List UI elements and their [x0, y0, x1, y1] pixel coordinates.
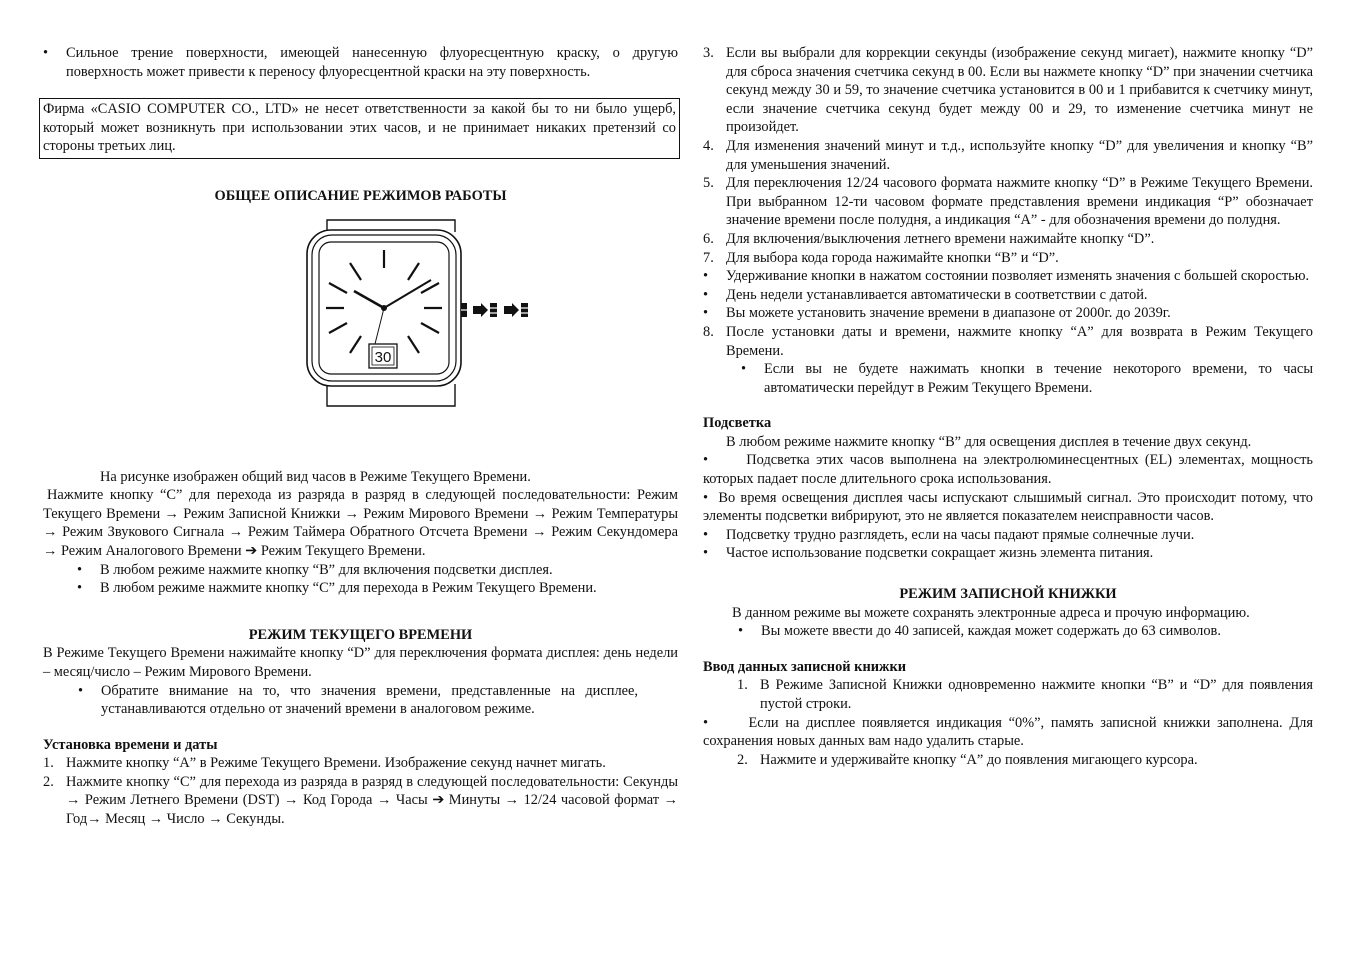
step-item: 7. Для выбора кода города нажимайте кнопки “B” и “D”. — [703, 249, 1059, 266]
step-item: 4. Для изменения значений минут и т.д., используйте кнопку “D” для увеличения и кнопку “B” для уменьшения значений. — [703, 137, 1313, 173]
subsection-title-set-time: Установка времени и даты — [43, 736, 218, 753]
backlight-bullet: • Подсветка этих часов выполнена на электролюминесцентных (EL) элементах, мощность которых падает после длительного срока использования. — [703, 452, 1313, 488]
section-title-modes: ОБЩЕЕ ОПИСАНИЕ РЕЖИМОВ РАБОТЫ — [214, 187, 507, 204]
step-item: 5. Для переключения 12/24 часового формата нажмите кнопку “D” в Режиме Текущего Времени. При выбранном 12-ти часовом формате представления времени индикация “P” обозначает значение времени после полудня, а индикация “A” - для обозначения времени до полудня. — [703, 175, 1313, 229]
settings-bullet: • Удерживание кнопки в нажатом состоянии позволяет изменять значения с большей скоростью. — [703, 267, 1313, 286]
section-title-current-time: РЕЖИМ ТЕКУЩЕГО ВРЕМЕНИ — [248, 626, 473, 643]
step-item: 8. После установки даты и времени, нажмите кнопку “A” для возврата в Режим Текущего Времени. — [703, 323, 1313, 359]
step-item: 1. Нажмите кнопку “A” в Режиме Текущего Времени. Изображение секунд начнет мигать. — [43, 755, 606, 772]
bullet-fluorescent: • Сильное трение поверхности, имеющей нанесенную флуоресцентную краску, о другую поверхность может привести к переносу флуоресцентной краски на эту поверхность. — [43, 44, 678, 81]
step-item: 6. Для включения/выключения летнего времени нажимайте кнопку “D”. — [703, 230, 1155, 247]
mode-bullet: • В любом режиме нажмите кнопку “C” для перехода в Режим Текущего Времени. — [77, 579, 678, 598]
backlight-bullet: • Частое использование подсветки сокращает жизнь элемента питания. — [703, 544, 1313, 563]
notebook-bullet: • Вы можете ввести до 40 записей, каждая может содержать до 63 символов. — [738, 622, 1313, 641]
memory-full-bullet: • Если на дисплее появляется индикация “0%”, память записной книжки заполнена. Для сохранения новых данных вам надо удалить старые. — [703, 714, 1313, 750]
step-item: 2. Нажмите и удерживайте кнопку “A” до появления мигающего курсора. — [737, 751, 1198, 768]
backlight-bullet: • Во время освещения дисплея часы испускают слышимый сигнал. Это происходит потому, что элементы подсветки вибрируют, это не является показателем неисправности часов. — [703, 489, 1313, 525]
date-window-text: 30 — [374, 348, 392, 366]
section-title-notebook: РЕЖИМ ЗАПИСНОЙ КНИЖКИ — [899, 586, 1117, 603]
subsection-title-backlight: Подсветка — [703, 415, 772, 432]
left-column — [43, 44, 678, 829]
settings-bullet: • Вы можете установить значение времени в диапазоне от 2000г. до 2039г. — [703, 304, 1313, 323]
current-time-text: В Режиме Текущего Времени нажимайте кнопку “D” для переключения формата дисплея: день недели – месяц/число – Режим Мирового Времени. — [43, 645, 678, 680]
mode-bullet: • В любом режиме нажмите кнопку “B” для включения подсветки дисплея. — [77, 561, 678, 580]
subsection-title-entry: Ввод данных записной книжки — [703, 658, 907, 675]
watch-illustration — [305, 218, 545, 408]
backlight-bullet: • Подсветку трудно разглядеть, если на часы падают прямые солнечные лучи. — [703, 526, 1313, 545]
step-item: 2. Нажмите кнопку “C” для перехода из разряда в разряд в следующей последовательности: Секунды → Режим Летнего Времени (DST) → Код Города → Часы ➔ Минуты → 12/24 часовой формат → Год→ Месяц → Число → Секунды. — [43, 773, 678, 828]
step-item: 1. В Режиме Записной Книжки одновременно нажмите кнопки “B” и “D” для появления пустой строки. — [737, 677, 1313, 712]
backlight-text: В любом режиме нажмите кнопку “B” для освещения дисплея в течение двух секунд. — [726, 433, 1252, 450]
disclaimer-box: Фирма «CASIO COMPUTER CO., LTD» не несет ответственности за какой бы то ни было ущерб, который может возникнуть при использовании этих часов, и не принимает никаких претензий со стороны третьих лиц. — [39, 98, 680, 159]
current-time-bullet: • Обратите внимание на то, что значения времени, представленные на дисплее, устанавливаются отдельно от значений времени в аналоговом режиме. — [78, 682, 638, 719]
step-item: 3. Если вы выбрали для коррекции секунды (изображение секунд мигает), нажмите кнопку “D” для сброса значения счетчика секунд в 00. Если вы нажмете кнопку “D” при значении счетчика секунд между 30 и 59, то значение счетчика установится в 00 и 1 прибавится к счетчику минут, если значение счетчика секунд будет между 00 и 29, то изменение счетчика минут не произойдет. — [703, 45, 1313, 136]
mode-sequence-text: Нажмите кнопку “C” для перехода из разряда в разряд в следующей последовательности: Режим Текущего Времени → Режим Записной Книжки → Режим Мирового Времени → Режим Температуры → Режим Звукового Сигнала → Режим Таймера Обратного Отсчета Времени → Режим Секундомера → Режим Аналогового Времени ➔ Режим Текущего Времени. — [43, 487, 678, 559]
watch-figure — [305, 218, 545, 408]
figure-caption: На рисунке изображен общий вид часов в Режиме Текущего Времени. — [100, 468, 531, 485]
auto-return-bullet: • Если вы не будете нажимать кнопки в течение некоторого времени, то часы автоматически перейдут в Режим Текущего Времени. — [741, 360, 1313, 397]
right-column — [703, 44, 1313, 769]
notebook-text: В данном режиме вы можете сохранять электронные адреса и прочую информацию. — [732, 604, 1250, 621]
settings-bullet: • День недели устанавливается автоматически в соответствии с датой. — [703, 286, 1313, 305]
